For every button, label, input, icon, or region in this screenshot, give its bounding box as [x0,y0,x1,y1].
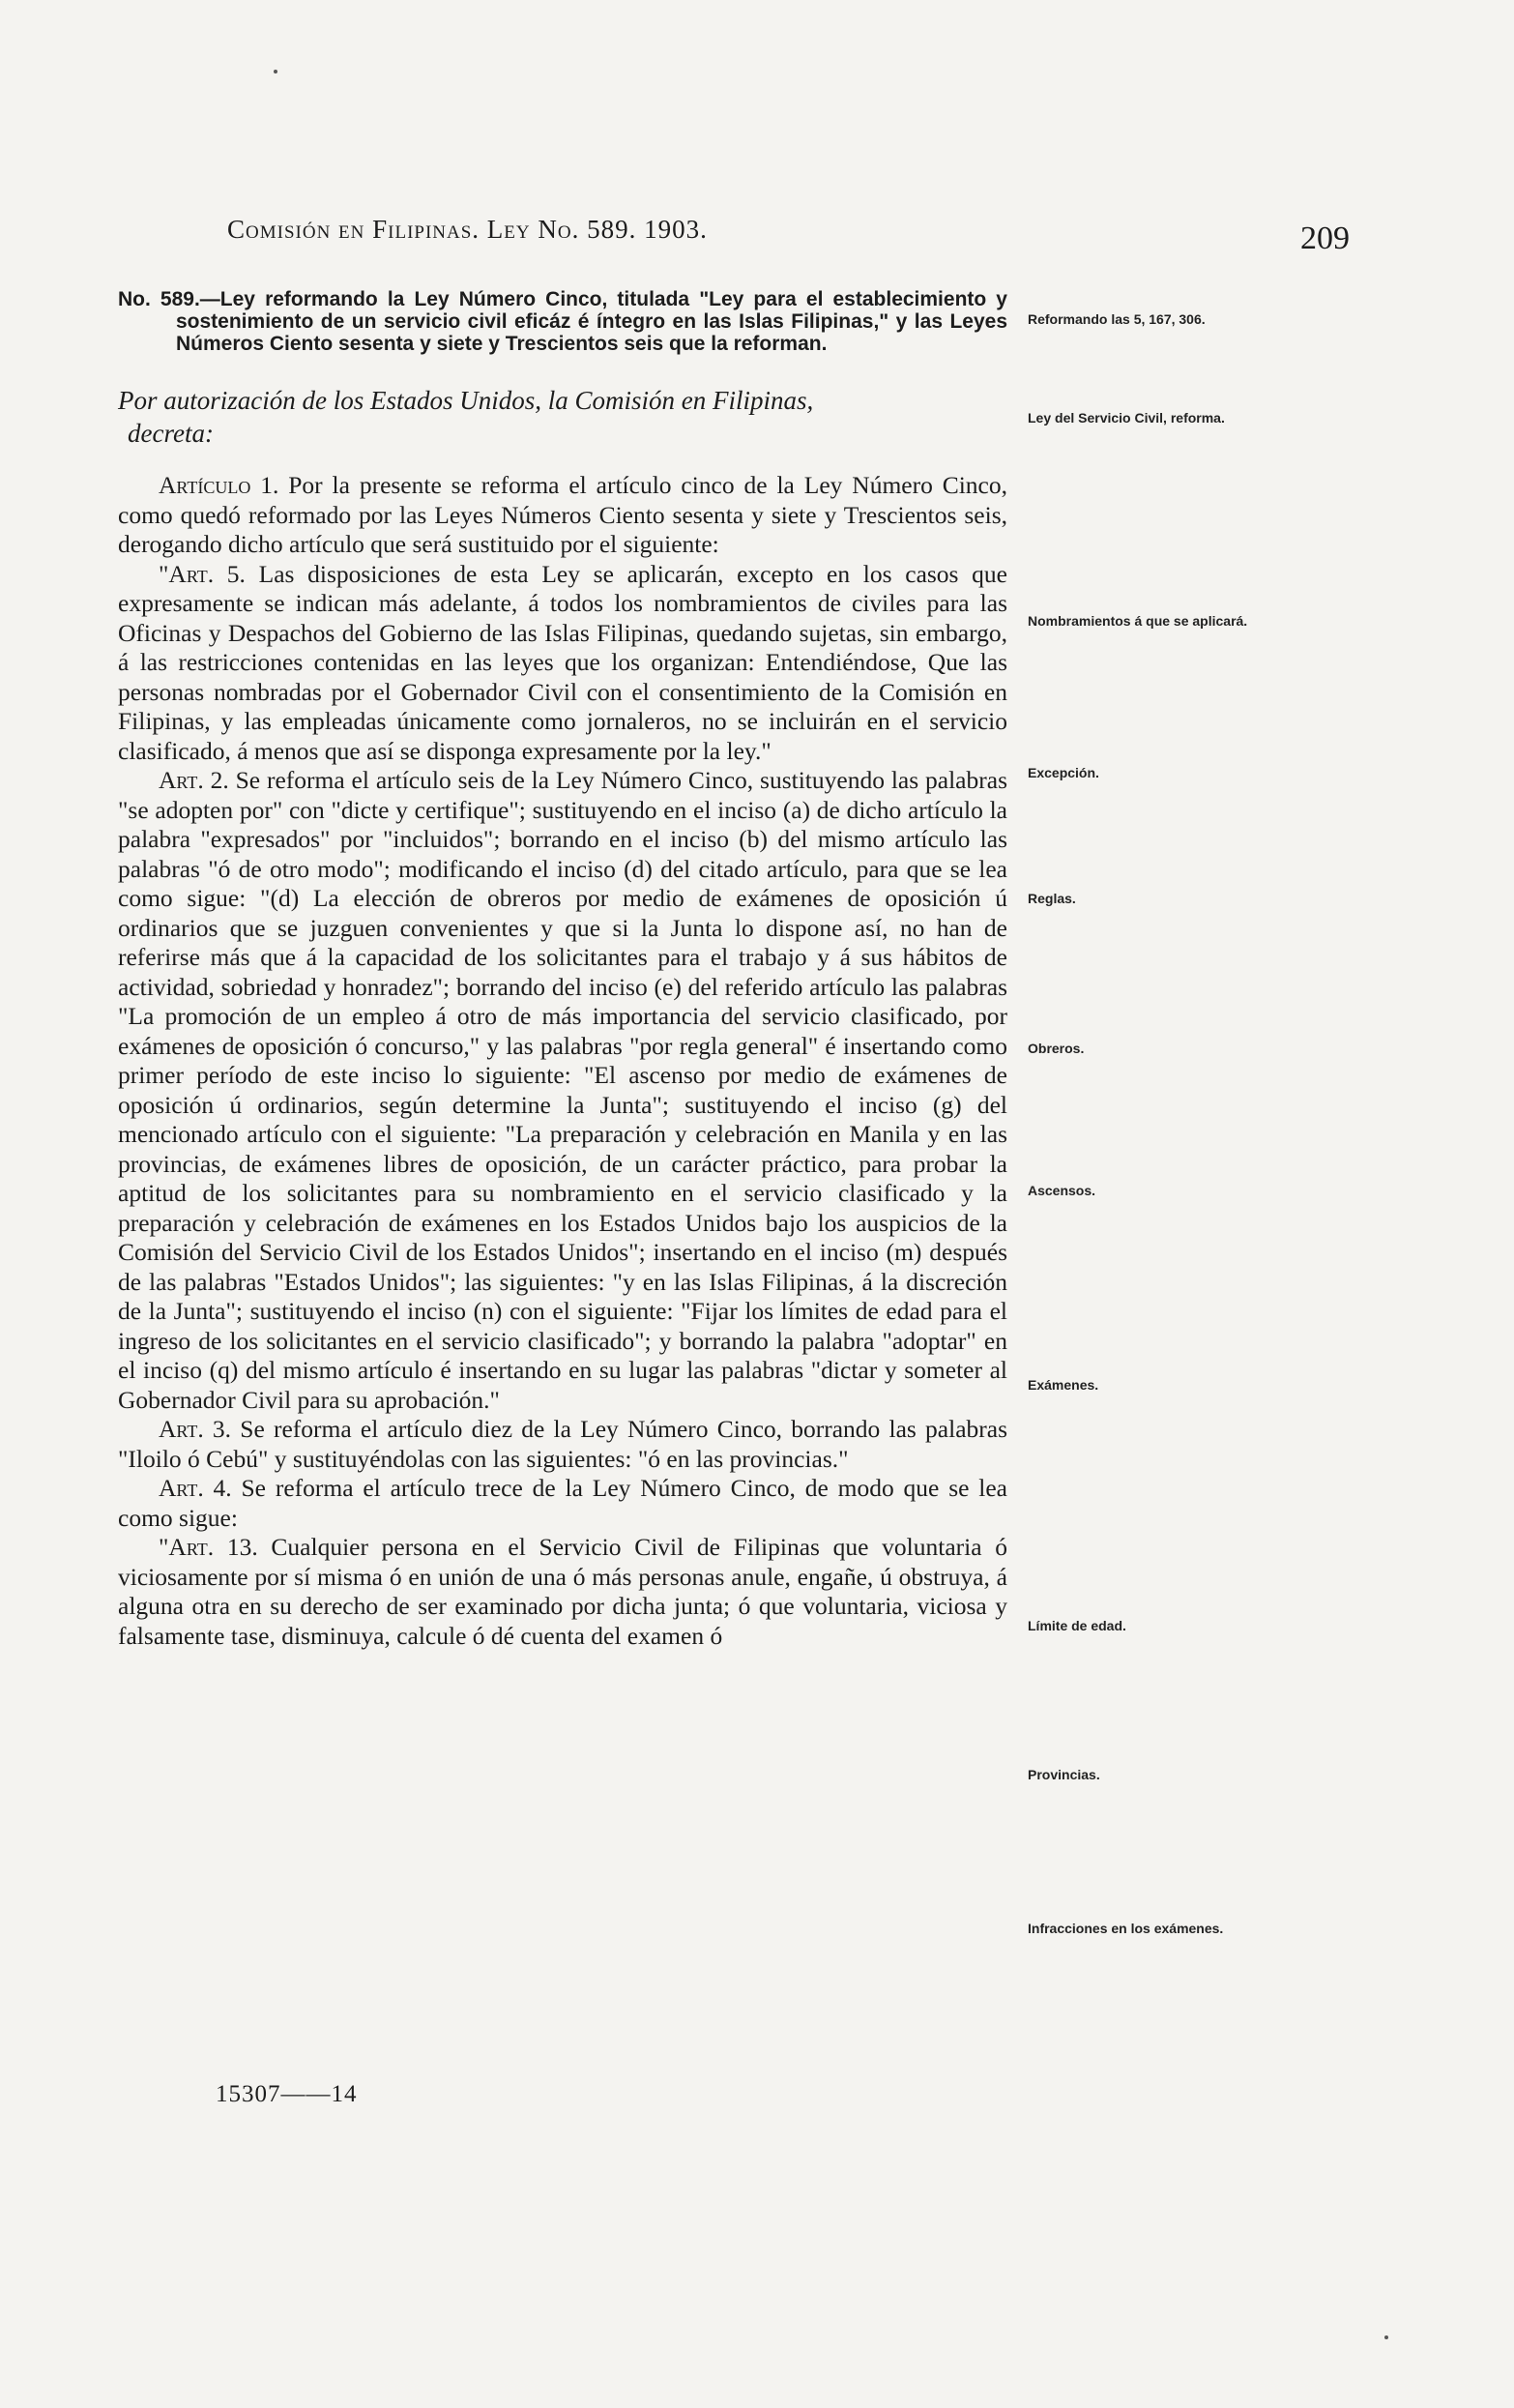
page-number: 209 [1300,220,1350,256]
margin-note: Infracciones en los exámenes. [1028,1921,1224,1936]
main-text-column [118,288,1007,1651]
enacting-clause-line: Por autorización de los Estados Unidos, la Comisión en Filipinas, [118,386,814,415]
act-number: No. 589. [118,288,200,310]
article-label: Art. 4. [159,1474,232,1502]
article-label: Art. 3. [159,1415,232,1443]
article-paragraph [118,766,1007,1415]
article-text: Por la presente se reforma el artículo cinco de la Ley Número Cinco, como quedó reformado por las Leyes Números Ciento sesenta y siete y Trescientos seis, derogando dicho artículo que será sustituido por el siguiente: [118,471,1008,558]
margin-note: Reglas. [1028,891,1076,906]
article-label: Art. 2. [159,766,229,794]
margin-note: Reformando las 5, 167, 306. [1028,311,1206,327]
article-label: "Art. 13. [159,1533,258,1561]
margin-note: Exámenes. [1028,1377,1099,1393]
article-paragraph [118,471,1007,560]
margin-note: Provincias. [1028,1767,1100,1782]
enacting-clause [118,384,1007,450]
margin-note: Ley del Servicio Civil, reforma. [1028,410,1225,426]
article-paragraph [118,1415,1007,1474]
margin-note: Límite de edad. [1028,1618,1126,1633]
act-title-text: —Ley reformando la Ley Número Cinco, titulada "Ley para el establecimiento y sostenimiento de un servicio civil eficáz é íntegro en las Islas Filipinas," y las Leyes Números Ciento sesenta y siete y Trescientos seis que la reforman. [176,288,1007,355]
article-text: Se reforma el artículo seis de la Ley Número Cinco, sustituyendo las palabras "se adopten por" con "dicte y certifique"; sustituyendo en el inciso (a) de dicho artículo la palabra "expresados" por "incluidos"; borrando en el inciso (b) del mismo artículo las palabras "ó de otro modo"; modificando el inciso (d) del citado artículo, para que se lea como sigue: "(d) La elección de obreros por medio de exámenes de oposición ú ordinarios que se juzguen convenientes y que si la Junta lo dispone así, no han de referirse más que á la capacidad de los solicitantes para el trabajo y á sus hábitos de actividad, sobriedad y honradez"; borrando del inciso (e) del referido artículo las palabras "La promoción de un empleo á otro de más importancia del servicio clasificado, por exámenes de oposición ó concurso," y las palabras "por regla general" é insertando como primer período de este inciso lo siguiente: "El ascenso por medio de exámenes de oposición ú ordinarios, según determine la Junta"; sustituyendo el inciso (g) del mencionado artículo con el siguiente: "La preparación y celebración en Manila y en las provincias, de exámenes libres de oposición, de un carácter práctico, para probar la aptitud de los solicitantes para su nombramiento en el servicio clasificado y la preparación y celebración de exámenes en los Estados Unidos bajo los auspicios de la Comisión del Servicio Civil de los Estados Unidos"; insertando en el inciso (m) después de las palabras "Estados Unidos"; las siguientes: "y en las Islas Filipinas, á la discreción de la Junta"; sustituyendo el inciso (n) con el siguiente: "Fijar los límites de edad para el ingreso de los solicitantes en el servicio clasificado"; y borrando la palabra "adoptar" en el inciso (q) del mismo artículo é insertando en su lugar las palabras "dictar y someter al Gobernador Civil para su aprobación." [118,766,1007,1414]
article-paragraph [118,560,1007,767]
margin-note: Ascensos. [1028,1183,1096,1198]
article-label: "Art. 5. [159,559,246,588]
margin-note: Obreros. [1028,1041,1085,1056]
running-header: Comisión en Filipinas. Ley No. 589. 1903. [227,215,708,244]
article-text: Las disposiciones de esta Ley se aplicarán, excepto en los casos que expresamente se indican más adelante, á todos los nombramientos de civiles para las Oficinas y Despachos del Gobierno de las Islas Filipinas, quedando sujetas, sin embargo, á las restricciones contenidas en las leyes que los organizan: Entendiéndose, Que las personas nombradas por el Gobernador Civil con el consentimiento de la Comisión en Filipinas, y las empleadas únicamente como jornaleros, no se incluirán en el servicio clasificado, á menos que así se disponga expresamente por la ley." [118,559,1007,765]
enacting-clause-decreta: decreta: [128,419,214,448]
article-paragraph [118,1533,1007,1651]
article-text: Cualquier persona en el Servicio Civil de Filipinas que voluntaria ó viciosamente por sí misma ó en unión de una ó más personas anule, engañe, ú obstruya, á alguna otra en su derecho de ser examinado por dicha junta; ó que voluntaria, viciosa y falsamente tase, disminuya, calcule ó dé cuenta del examen ó [118,1533,1007,1650]
scan-speck [1384,2335,1388,2339]
article-label: Artículo 1. [159,471,279,499]
scan-speck [274,70,277,73]
act-title [118,288,1007,355]
article-paragraph [118,1474,1007,1533]
article-text: Se reforma el artículo diez de la Ley Número Cinco, borrando las palabras "Iloilo ó Cebú" y sustituyéndolas con las siguientes: "ó en las provincias." [118,1415,1008,1473]
printer-signature: 15307——14 [216,2081,358,2107]
margin-note: Excepción. [1028,765,1099,780]
article-text: Se reforma el artículo trece de la Ley Número Cinco, de modo que se lea como sigue: [118,1474,1007,1532]
margin-note: Nombramientos á que se aplicará. [1028,613,1248,629]
